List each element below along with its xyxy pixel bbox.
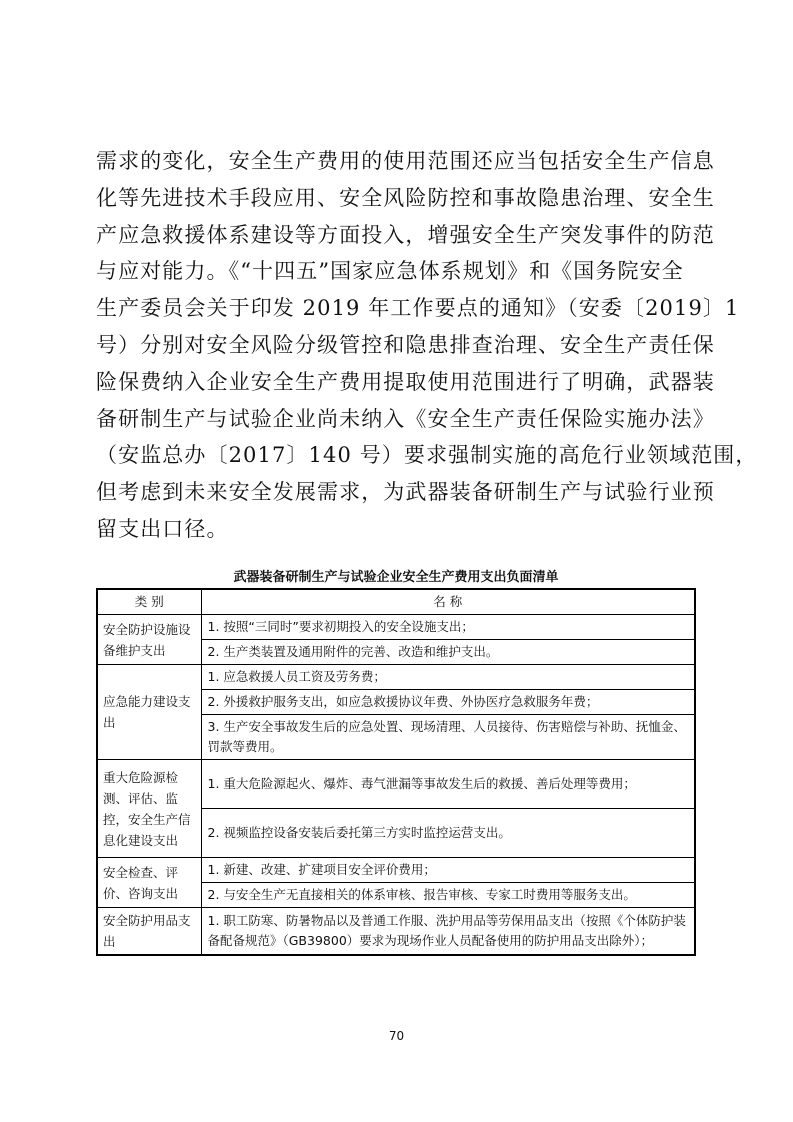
table-caption: 武器装备研制生产与试验企业安全生产费用支出负面清单 [233,570,559,585]
category-cell: 安全防护用品支出 [97,908,201,956]
paragraph-line: 留支出口径。 [96,516,229,541]
category-cell: 安全防护设施设备维护支出 [97,615,201,665]
paragraph-line: 号）分别对安全风险分级管控和隐患排查治理、安全生产责任保 [96,332,715,357]
paragraph-line: 但考虑到未来安全发展需求，为武器装备研制生产与试验行业预 [96,480,715,505]
table-row [97,665,695,690]
category-cell: 重大危险源检测、评估、监控，安全生产信息化建设支出 [97,760,201,858]
table-header-row [97,589,695,615]
item-cell: 2. 外援救护服务支出，如应急救援协议年费、外协医疗急救服务年费； [201,690,695,715]
category-cell: 安全检查、评价、咨询支出 [97,858,201,908]
item-cell: 2. 生产类装置及通用附件的完善、改造和维护支出。 [201,640,695,665]
paragraph-line: 需求的变化，安全生产费用的使用范围还应当包括安全生产信息 [96,149,715,173]
header-category: 类 别 [97,589,201,615]
header-name: 名 称 [201,589,695,615]
paragraph-line: （安监总办〔2017〕140 号）要求强制实施的高危行业领域范围， [96,443,758,468]
table-row [97,908,695,956]
item-cell: 1. 应急救援人员工资及劳务费； [201,665,695,690]
item-cell: 1. 重大危险源起火、爆炸、毒气泄漏等事故发生后的救援、善后处理等费用； [201,760,695,809]
category-cell: 应急能力建设支出 [97,665,201,760]
page-number: 70 [388,1029,405,1043]
body-paragraph [96,143,758,548]
paragraph-line: 险保费纳入企业安全生产费用提取使用范围进行了明确，武器装 [96,369,715,394]
paragraph-line: 与应对能力。《“十四五”国家应急体系规划》和《国务院安全 [96,259,684,284]
table-row [97,858,695,883]
table-row [97,760,695,809]
negative-list-table [96,588,696,956]
item-cell: 1. 职工防寒、防暑物品以及普通工作服、洗护用品等劳保用品支出（按照《个体防护装备配备规范》（GB39800）要求为现场作业人员配备使用的防护用品支出除外）； [201,908,695,956]
paragraph-line: 备研制生产与试验企业尚未纳入《安全生产责任保险实施办法》 [96,406,715,431]
item-cell: 1. 按照“三同时”要求初期投入的安全设施支出； [201,615,695,640]
item-cell: 1. 新建、改建、扩建项目安全评价费用； [201,858,695,883]
table-row [97,615,695,640]
paragraph-line: 生产委员会关于印发 2019 年工作要点的通知》（安委〔2019〕1 [96,296,740,321]
item-cell: 3. 生产安全事故发生后的应急处置、现场清理、人员接待、伤害赔偿与补助、抚恤金、罚款等费用。 [201,715,695,760]
paragraph-line: 产应急救援体系建设等方面投入，增强安全生产突发事件的防范 [96,222,715,247]
item-cell: 2. 与安全生产无直接相关的体系审核、报告审核、专家工时费用等服务支出。 [201,883,695,908]
item-cell: 2. 视频监控设备安装后委托第三方实时监控运营支出。 [201,809,695,858]
paragraph-line: 化等先进技术手段应用、安全风险防控和事故隐患治理、安全生 [96,185,715,210]
